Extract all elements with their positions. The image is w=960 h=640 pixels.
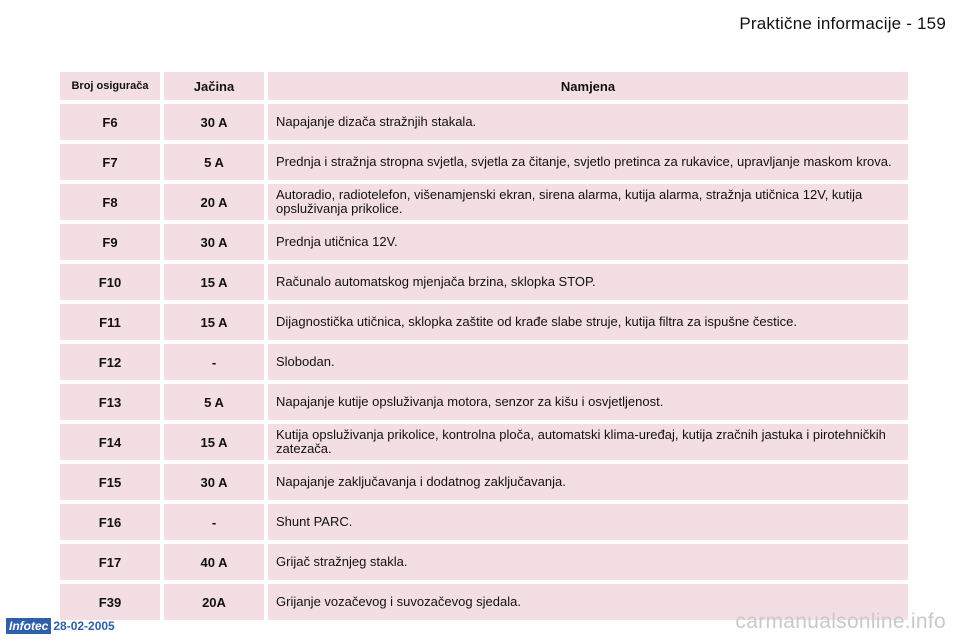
cell-fuse-number: F17 [60, 544, 160, 580]
column-header-purpose: Namjena [268, 72, 908, 100]
cell-amperage: 20 A [164, 184, 264, 220]
table-row [60, 504, 908, 540]
table-row [60, 424, 908, 460]
cell-purpose: Prednja i stražnja stropna svjetla, svjetla za čitanje, svjetlo pretinca za rukavice, upravljanje maskom krova. [268, 144, 908, 180]
column-header-fuse-number: Broj osigurača [60, 72, 160, 100]
table-row [60, 224, 908, 260]
page-title: Praktične informacije - 159 [739, 14, 946, 33]
footer-date: 28-02-2005 [53, 619, 115, 633]
cell-amperage: 5 A [164, 144, 264, 180]
table-header-row [60, 72, 908, 100]
cell-fuse-number: F9 [60, 224, 160, 260]
cell-fuse-number: F15 [60, 464, 160, 500]
fuse-table-body [60, 104, 908, 620]
cell-amperage: 15 A [164, 424, 264, 460]
cell-purpose: Napajanje dizača stražnjih stakala. [268, 104, 908, 140]
cell-amperage: - [164, 504, 264, 540]
cell-purpose: Napajanje zaključavanja i dodatnog zaključavanja. [268, 464, 908, 500]
table-row [60, 384, 908, 420]
cell-purpose: Kutija opsluživanja prikolice, kontrolna ploča, automatski klima-uređaj, kutija zračnih jastuka i pirotehničkih zatezača. [268, 424, 908, 460]
cell-purpose: Grijač stražnjeg stakla. [268, 544, 908, 580]
cell-amperage: 20A [164, 584, 264, 620]
table-row [60, 104, 908, 140]
watermark: carmanualsonline.info [735, 610, 946, 633]
table-row [60, 264, 908, 300]
cell-amperage: 30 A [164, 104, 264, 140]
cell-amperage: - [164, 344, 264, 380]
table-row [60, 464, 908, 500]
cell-fuse-number: F16 [60, 504, 160, 540]
table-row [60, 184, 908, 220]
column-header-amperage: Jačina [164, 72, 264, 100]
cell-amperage: 30 A [164, 224, 264, 260]
cell-purpose: Autoradio, radiotelefon, višenamjenski ekran, sirena alarma, kutija alarma, stražnja utičnica 12V, kutija opsluživanja prikolice. [268, 184, 908, 220]
cell-purpose: Grijanje vozačevog i suvozačevog sjedala. [268, 584, 908, 620]
cell-fuse-number: F14 [60, 424, 160, 460]
infotec-logo: Infotec [6, 618, 51, 634]
table-row [60, 344, 908, 380]
footer-brand [6, 618, 115, 634]
cell-fuse-number: F7 [60, 144, 160, 180]
cell-purpose: Napajanje kutije opsluživanja motora, senzor za kišu i osvjetljenost. [268, 384, 908, 420]
fuse-table [56, 68, 912, 624]
cell-fuse-number: F12 [60, 344, 160, 380]
cell-purpose: Dijagnostička utičnica, sklopka zaštite od krađe slabe struje, kutija filtra za ispušne čestice. [268, 304, 908, 340]
cell-amperage: 15 A [164, 304, 264, 340]
cell-fuse-number: F13 [60, 384, 160, 420]
cell-amperage: 15 A [164, 264, 264, 300]
cell-fuse-number: F11 [60, 304, 160, 340]
cell-fuse-number: F39 [60, 584, 160, 620]
cell-fuse-number: F8 [60, 184, 160, 220]
cell-purpose: Slobodan. [268, 344, 908, 380]
table-row [60, 144, 908, 180]
cell-purpose: Računalo automatskog mjenjača brzina, sklopka STOP. [268, 264, 908, 300]
cell-purpose: Prednja utičnica 12V. [268, 224, 908, 260]
cell-fuse-number: F6 [60, 104, 160, 140]
cell-amperage: 40 A [164, 544, 264, 580]
cell-purpose: Shunt PARC. [268, 504, 908, 540]
table-row [60, 544, 908, 580]
cell-amperage: 5 A [164, 384, 264, 420]
cell-amperage: 30 A [164, 464, 264, 500]
table-row [60, 304, 908, 340]
cell-fuse-number: F10 [60, 264, 160, 300]
